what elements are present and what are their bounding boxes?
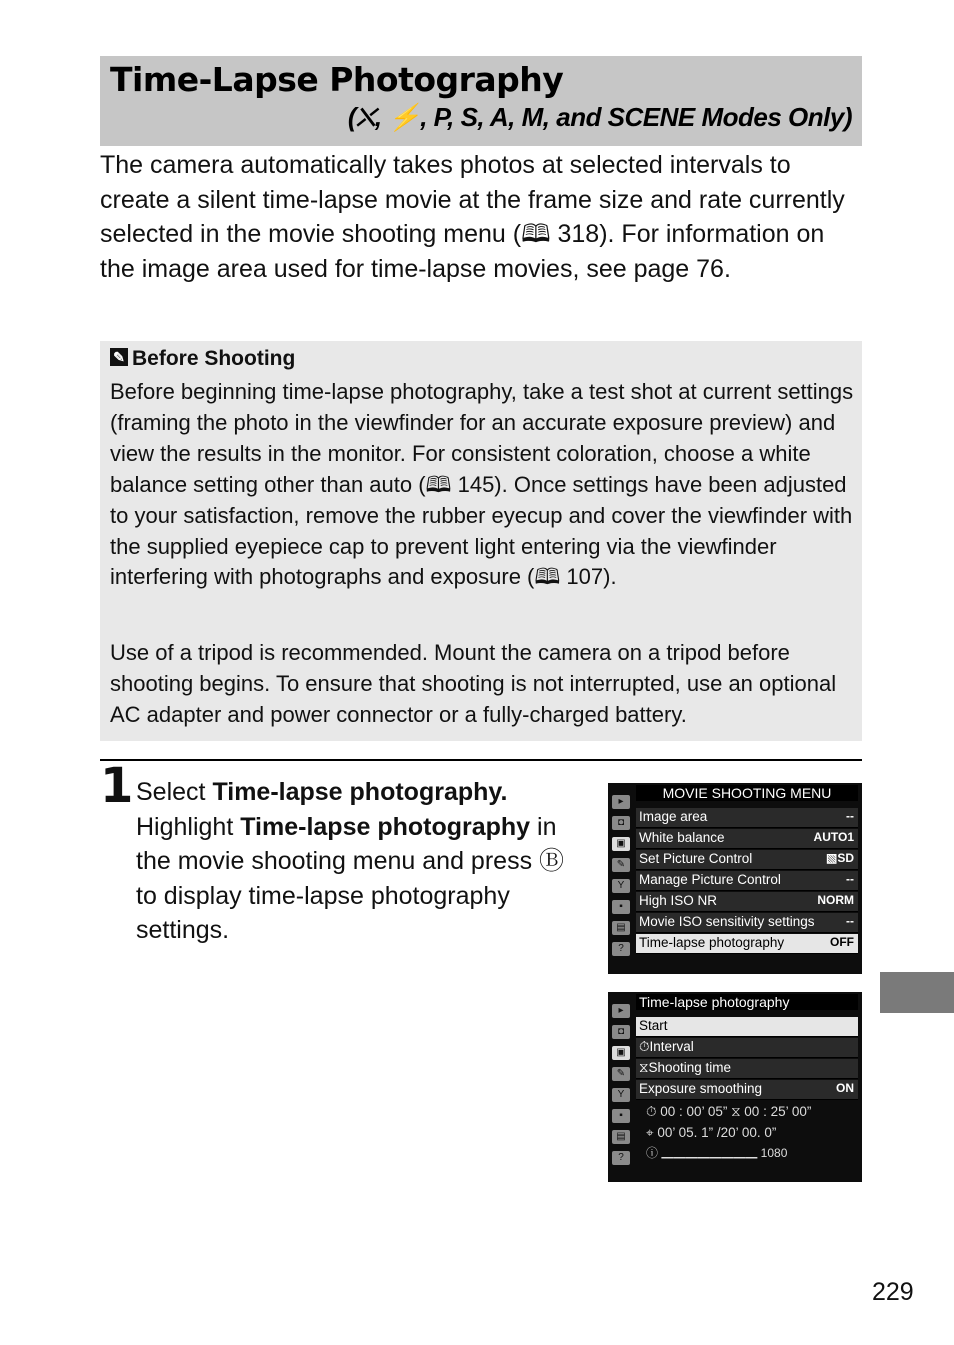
menu-row-high-iso-nr[interactable]: High ISO NR NORM (636, 892, 858, 912)
page-number: 229 (872, 1278, 914, 1306)
note-paragraph-2: Use of a tripod is recommended. Mount the camera on a tripod before shooting begins. To ensure that shooting is not interrupted, use an optional AC adapter and power connector or a fully-charged battery. (110, 640, 837, 727)
step-body-suffix: in the movie shooting menu and press Ⓑ to display time-lapse photography settings. (136, 812, 565, 944)
pencil-icon: ✎ (612, 858, 630, 872)
step-text (136, 775, 586, 948)
help-icon: ? (612, 942, 630, 956)
recent-settings-icon: ▤ (612, 921, 630, 935)
help-icon: ? (612, 1151, 630, 1165)
modes-subtitle: (⛌, ⚡, P, S, A, M, and SCENE Modes Only) (347, 102, 852, 132)
menu-row-time-lapse[interactable]: Time-lapse photography OFF (636, 934, 858, 954)
interval-shooting-time-readout: ⏱ 00 : 00’ 05” ⧖ 00 : 25’ 00” (646, 1104, 812, 1119)
menu-row-manage-picture-control[interactable]: Manage Picture Control -- (636, 871, 858, 891)
menu-row-image-area[interactable]: Image area -- (636, 808, 858, 828)
step-lead-prefix: Select (136, 778, 213, 806)
time-lapse-settings-screen (608, 992, 862, 1182)
note-paragraph-1: Before beginning time-lapse photography, take a test shot at current settings (framing the photo in the viewfinder for an accurate exposure preview) and view the results in the monitor. For consistent coloration, choose a white balance setting other than auto (🕮 145). Once settings have been adjusted to your satisfaction, remove the rubber eyecup and cover the viewfinder with the supplied eyepiece cap to prevent light entering via the viewfinder interfering with photographs and exposure (🕮 107). (110, 379, 854, 590)
retouch-icon: ▪ (612, 900, 630, 914)
menu-row-set-picture-control[interactable]: Set Picture Control ▧SD (636, 850, 858, 870)
movie-shooting-menu-screen (608, 783, 862, 974)
chapter-tab (880, 972, 954, 1013)
playback-icon: ▸ (612, 1004, 630, 1018)
camera-icon: ◘ (612, 816, 630, 830)
movie-icon: ▣ (612, 1046, 630, 1060)
menu-row-exposure-smoothing[interactable]: Exposure smoothing ON (636, 1080, 858, 1100)
wrench-icon: Y (612, 1088, 630, 1102)
step-lead-bold: Time-lapse photography. (212, 778, 508, 806)
camera-icon: ◘ (612, 1025, 630, 1039)
menu-tab-column (610, 1004, 634, 1172)
step-body-bold: Time-lapse photography (240, 812, 531, 841)
menu-row-shooting-time[interactable]: ⧖Shooting time (636, 1059, 858, 1079)
pencil-icon: ✎ (110, 348, 128, 366)
recent-settings-icon: ▤ (612, 1130, 630, 1144)
movie-icon: ▣ (612, 837, 630, 851)
step-divider (100, 759, 862, 761)
menu-row-interval[interactable]: ⏱Interval (636, 1038, 858, 1058)
playback-icon: ▸ (612, 795, 630, 809)
menu-row-white-balance[interactable]: White balance AUTO1 (636, 829, 858, 849)
note-box (100, 341, 862, 741)
note-heading (110, 347, 295, 371)
card-status-readout: ⓘ ▁▁▁▁▁▁▁▁ 1080 (646, 1146, 788, 1160)
timing-readout: ⌖ 00’ 05. 1” /20’ 00. 0” (646, 1125, 777, 1140)
step-number: 1 (100, 758, 134, 814)
menu-tab-column (610, 795, 634, 963)
note-heading-text: Before Shooting (132, 347, 296, 370)
page-title: Time-Lapse Photography (110, 60, 564, 99)
title-bar (100, 56, 862, 146)
pencil-icon: ✎ (612, 1067, 630, 1081)
screen2-title: Time-lapse photography (636, 994, 858, 1010)
intro-paragraph: The camera automatically takes photos at selected intervals to create a silent time-lapse movie at the frame size and rate currently selected in the movie shooting menu (🕮 318). For information on the image area used for time-lapse movies, see page 76. (100, 151, 845, 283)
screen1-title: MOVIE SHOOTING MENU (636, 785, 858, 801)
retouch-icon: ▪ (612, 1109, 630, 1123)
wrench-icon: Y (612, 879, 630, 893)
step-body-prefix: Highlight (136, 812, 241, 841)
menu-row-movie-iso[interactable]: Movie ISO sensitivity settings -- (636, 913, 858, 933)
menu-row-start[interactable]: Start (636, 1017, 858, 1037)
